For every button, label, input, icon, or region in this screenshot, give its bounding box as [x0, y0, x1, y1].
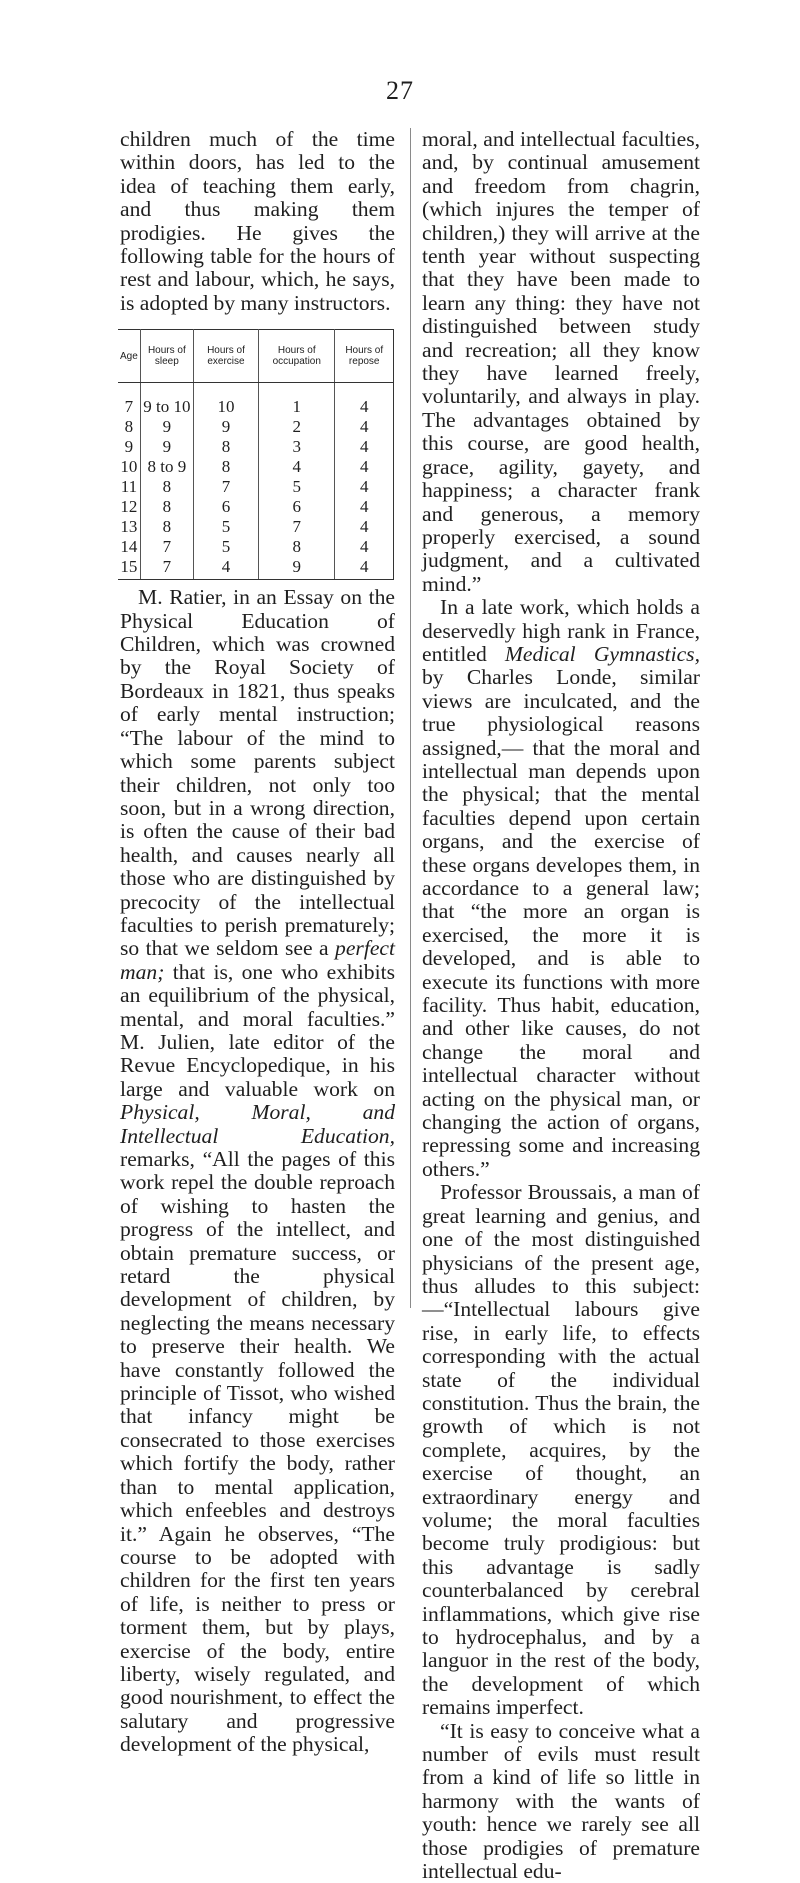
table-row: [118, 517, 394, 537]
cell-repose: 4: [335, 477, 394, 497]
table-header-row: [118, 330, 394, 383]
cell-occupation: 1: [259, 383, 335, 418]
cell-occupation: 9: [259, 557, 335, 580]
cell-repose: 4: [335, 537, 394, 557]
left-column: [120, 128, 395, 1757]
header-occupation: Hours of occupation: [259, 330, 335, 383]
intro-paragraph: children much of the time within doors, has led to the idea of teaching them early, and thus making them prodigies. He gives the following table for the hours of rest and labour, which, he says, is adopted by many instructors.: [120, 127, 395, 315]
table-row: [118, 437, 394, 457]
cell-exercise: 8: [193, 457, 258, 477]
table-row: [118, 477, 394, 497]
cell-exercise: 8: [193, 437, 258, 457]
cell-sleep: 8: [140, 477, 193, 497]
ratier-text-a: M. Ratier, in an Essay on the Physical Education of Children, which was crowned by the Royal Society of Bordeaux in 1821, thus speaks of early mental instruction; “The labour of the mind to which some parents subject their children, not only too soon, but in a wrong direction, is often the cause of their bad health, and causes nearly all those who are distinguished by precocity of the intellectual faculties to perish prematurely; so that we seldom see a: [120, 585, 395, 961]
cell-sleep: 9 to 10: [140, 383, 193, 418]
header-sleep: Hours of sleep: [140, 330, 193, 383]
cell-exercise: 7: [193, 477, 258, 497]
cell-age: 10: [118, 457, 140, 477]
table-row: [118, 557, 394, 580]
ratier-paragraph: [120, 586, 395, 1756]
page-number: 27: [386, 76, 414, 105]
cell-occupation: 3: [259, 437, 335, 457]
table-body: [118, 383, 394, 580]
cell-sleep: 8: [140, 497, 193, 517]
cell-exercise: 6: [193, 497, 258, 517]
cell-sleep: 8: [140, 517, 193, 537]
table-row: [118, 417, 394, 437]
cell-occupation: 5: [259, 477, 335, 497]
header-repose: Hours of repose: [335, 330, 394, 383]
broussais-paragraph: Professor Broussais, a man of great learning and genius, and one of the most distinguished physicians of the present age, thus alludes to this subject:—“Intellectual labours give rise, in early life, to effects corresponding with the actual state of the individual constitution. Thus the brain, the growth of which is not complete, acquires, by the exercise of thought, an extraordinary energy and volume; the moral faculties become truly prodigious: but this advantage is sadly counterbalanced by cerebral inflammations, which give rise to hydrocephalus, and by a languor in the rest of the body, the development of which remains imperfect.: [422, 1180, 700, 1720]
cell-exercise: 5: [193, 517, 258, 537]
cell-occupation: 6: [259, 497, 335, 517]
cell-sleep: 7: [140, 537, 193, 557]
cell-exercise: 9: [193, 417, 258, 437]
ratier-text-b: that is, one who exhibits an equilibrium of the physical, mental, and moral faculties.” M. Julien, late editor of the Revue Encyclopedique, in his large and valuable work on: [120, 959, 395, 1101]
header-age: Age: [118, 330, 140, 383]
cell-repose: 4: [335, 437, 394, 457]
londe-text-b: by Charles Londe, similar views are inculcated, and the true physiological reasons assigned,— that the moral and intellectual man depends upon the physical; that the mental faculties depend upon certain organs, and the exercise of these organs developes them, in accordance to a general law; that “the more an organ is exercised, the more it is developed, and is able to execute its functions with more facility. Thus habit, education, and other like causes, do not change the moral and intellectual character without acting on the physical man, or changing the action of organs, repressing some and increasing others.”: [422, 665, 700, 1181]
column-divider: [410, 128, 411, 1308]
table-row: [118, 497, 394, 517]
londe-paragraph: [422, 596, 700, 1181]
cell-age: 8: [118, 417, 140, 437]
cell-sleep: 9: [140, 437, 193, 457]
londe-work-title: Medical Gymnastics,: [504, 641, 700, 666]
cell-repose: 4: [335, 557, 394, 580]
cell-exercise: 5: [193, 537, 258, 557]
evils-paragraph: “It is easy to conceive what a number of evils must result from a kind of life so little in harmony with the wants of youth: hence we rarely see all those prodigies of premature intellectual edu-: [422, 1718, 700, 1883]
cell-age: 14: [118, 537, 140, 557]
table-row: [118, 383, 394, 418]
cell-repose: 4: [335, 383, 394, 418]
ratier-emphasis: perfect man;: [120, 936, 395, 984]
cell-sleep: 7: [140, 557, 193, 580]
cell-age: 12: [118, 497, 140, 517]
cell-occupation: 4: [259, 457, 335, 477]
cell-sleep: 9: [140, 417, 193, 437]
cell-occupation: 8: [259, 537, 335, 557]
table-row: [118, 457, 394, 477]
julien-work-title: Physical, Moral, and Intellectual Education,: [120, 1100, 395, 1148]
ratier-text-c: remarks, “All the pages of this work repel the double reproach of wishing to hasten the progress of the intellect, and obtain premature success, or retard the physical development of children, by neglecting the means necessary to preserve their health. We have constantly followed the principle of Tissot, who wished that infancy might be consecrated to those exercises which fortify the body, rather than to mental application, which enfeebles and destroys it.” Again he observes, “The course to be adopted with children for the first ten years of life, is neither to press or torment them, but by plays, exercise of the body, entire liberty, wisely regulated, and good nourishment, to effect the salutary and progressive development of the physical,: [120, 1147, 395, 1757]
cell-repose: 4: [335, 417, 394, 437]
cell-repose: 4: [335, 497, 394, 517]
cell-exercise: 4: [193, 557, 258, 580]
cell-sleep: 8 to 9: [140, 457, 193, 477]
right-column: [422, 128, 700, 1883]
cell-repose: 4: [335, 457, 394, 477]
cell-age: 15: [118, 557, 140, 580]
cell-age: 11: [118, 477, 140, 497]
cell-age: 9: [118, 437, 140, 457]
cell-occupation: 2: [259, 417, 335, 437]
continuation-paragraph: moral, and intellectual faculties, and, by continual amusement and freedom from chagrin, (which injures the temper of children,) they will arrive at the tenth year without suspecting that they have been made to learn any thing: they have not distinguished between study and recreation; all they know they have learned freely, voluntarily, and always in play. The advantages obtained by this course, are good health, grace, agility, gayety, and happiness; a character frank and generous, a memory properly exercised, a sound judgment, and a cultivated mind.”: [422, 127, 700, 596]
hours-table: [118, 329, 394, 580]
cell-age: 7: [118, 383, 140, 418]
cell-occupation: 7: [259, 517, 335, 537]
table-row: [118, 537, 394, 557]
londe-text-a: In a late work, which holds a deservedly high rank in France, entitled: [422, 595, 700, 666]
header-exercise: Hours of exercise: [193, 330, 258, 383]
cell-age: 13: [118, 517, 140, 537]
cell-repose: 4: [335, 517, 394, 537]
cell-exercise: 10: [193, 383, 258, 418]
